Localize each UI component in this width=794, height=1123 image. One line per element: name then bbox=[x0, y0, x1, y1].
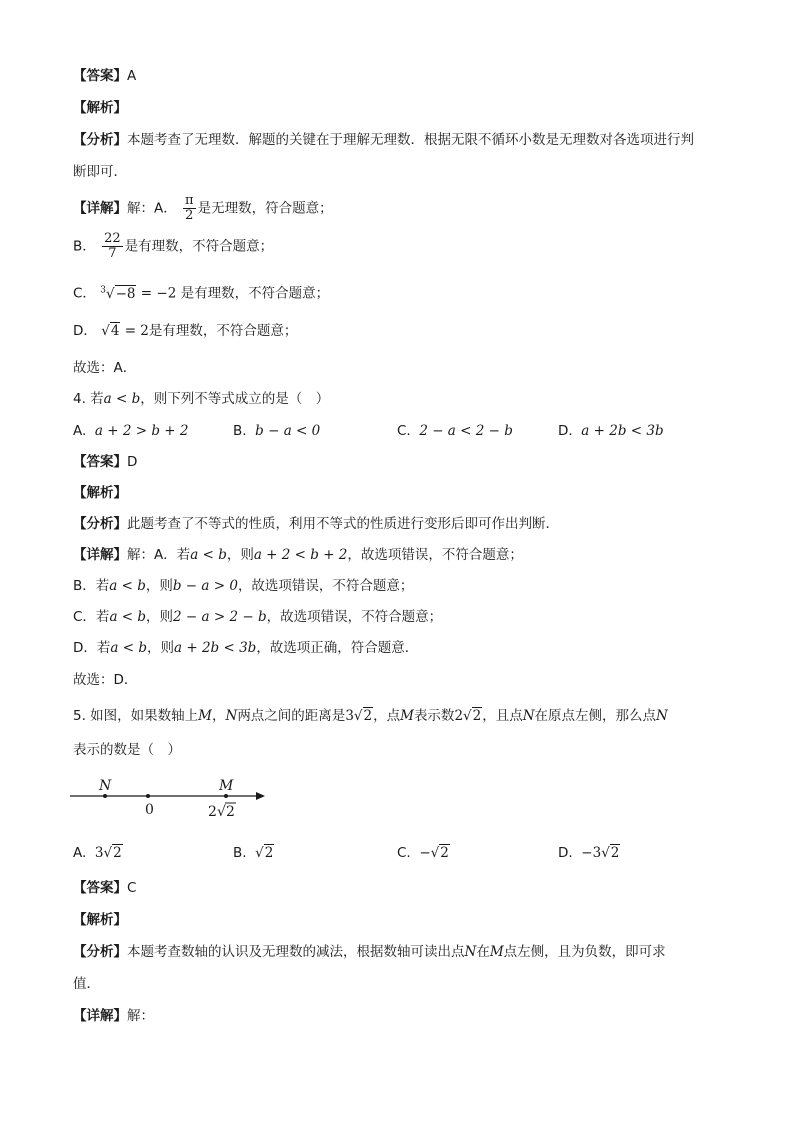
radicand: −8 bbox=[115, 285, 136, 302]
label-m-coef: 2 bbox=[208, 804, 217, 820]
detail-mid: ，则 bbox=[226, 547, 254, 563]
label-m-root-sign: √ bbox=[217, 804, 226, 820]
q4-detail-d bbox=[73, 638, 418, 658]
point-n-dot bbox=[103, 794, 107, 798]
detail-prefix: 解：A．若 bbox=[127, 547, 191, 563]
radicand: 2 bbox=[610, 845, 620, 861]
coef: − bbox=[419, 845, 431, 861]
fraction-denominator: 7 bbox=[108, 246, 117, 261]
detail-text: ，故选项错误，不符合题意； bbox=[237, 578, 414, 594]
q3-conclusion bbox=[73, 358, 136, 378]
fenxi-text: 此题考查了不等式的性质，利用不等式的性质进行变形后即可作出判断． bbox=[127, 516, 559, 532]
q5-option-c bbox=[397, 843, 450, 863]
fenxi-text-cont: 值． bbox=[73, 976, 100, 992]
option-expr: a + 2b < 3b bbox=[581, 423, 664, 439]
answer-tag: 【答案】 bbox=[73, 68, 127, 84]
label-zero: 0 bbox=[145, 802, 154, 818]
answer-value: A bbox=[127, 68, 137, 84]
point-n: N bbox=[522, 708, 535, 724]
stem-prefix: 4. 若 bbox=[73, 391, 104, 407]
detail-c-text: 是有理数，不符合题意； bbox=[180, 285, 330, 302]
detail-text: ，故选项错误，不符合题意； bbox=[347, 547, 523, 563]
option-label: B. bbox=[233, 423, 247, 439]
detail-cond: a < b bbox=[109, 609, 147, 625]
detail-mid: ，则 bbox=[145, 578, 173, 594]
fenxi-text: 本题考查了无理数．解题的关键在于理解无理数．根据无限不循环小数是无理数对各选项进行判 bbox=[127, 132, 694, 148]
radicand: 2 bbox=[440, 845, 449, 861]
option-label: D. bbox=[558, 845, 573, 861]
detail-expr: a + 2 < b + 2 bbox=[253, 547, 348, 563]
detail-text: ，故选项正确，符合题意． bbox=[256, 640, 419, 656]
detail-expr: 2 − a > 2 − b bbox=[173, 609, 267, 625]
origin-dot bbox=[146, 794, 150, 798]
point-n: N bbox=[656, 708, 668, 724]
option-value: 3√2 bbox=[94, 845, 122, 861]
option-label: C. bbox=[397, 423, 411, 439]
radicand: 2 bbox=[264, 845, 274, 861]
cube-root: $^3$√−8 bbox=[100, 285, 136, 302]
q3-fenxi-line2 bbox=[73, 162, 127, 182]
fenxi-text: 在 bbox=[476, 944, 490, 960]
fenxi-text: 本题考查数轴的认识及无理数的减法，根据数轴可读出点 bbox=[127, 944, 465, 960]
q5-option-a bbox=[73, 843, 123, 863]
fenxi-tag: 【分析】 bbox=[73, 516, 127, 532]
detail-b-text: 是有理数，不符合题意； bbox=[124, 238, 274, 255]
coef: 3 bbox=[94, 845, 104, 861]
q3-detail-d bbox=[73, 321, 297, 341]
stem-text: 两点之间的距离是 bbox=[237, 708, 346, 724]
point-m-dot bbox=[224, 794, 228, 798]
fraction-denominator: 2 bbox=[185, 208, 194, 223]
detail-text: ，故选项错误，不符合题意； bbox=[266, 609, 443, 625]
detail-a-prefix: 解：A． bbox=[127, 200, 177, 217]
detail-expr: b − a > 0 bbox=[172, 578, 238, 594]
label-n: N bbox=[99, 778, 112, 794]
option-value: −√2 bbox=[419, 845, 449, 861]
q3-detail-b bbox=[73, 232, 273, 261]
q4-analysis-tag bbox=[73, 483, 127, 503]
label-m: M bbox=[219, 778, 234, 794]
label-m-rad: 2 bbox=[226, 804, 235, 820]
option-expr: b − a < 0 bbox=[255, 423, 321, 439]
detail-c-prefix: C． bbox=[73, 285, 96, 302]
fraction-pi-over-2 bbox=[183, 194, 196, 223]
arrow-head-icon bbox=[256, 792, 265, 800]
detail-prefix: C．若 bbox=[73, 609, 110, 625]
detail-cond: a < b bbox=[109, 578, 146, 594]
stem-text: 表示数 bbox=[413, 708, 455, 724]
detail-cond: a < b bbox=[110, 640, 147, 656]
q5-analysis-tag bbox=[73, 910, 127, 930]
option-label: C. bbox=[397, 845, 411, 861]
detail-a-text: 是无理数，符合题意； bbox=[197, 200, 333, 217]
q3-answer-line bbox=[73, 66, 136, 86]
q4-answer-line bbox=[73, 452, 137, 472]
number-line-figure bbox=[68, 774, 278, 824]
fenxi-tag: 【分析】 bbox=[73, 132, 127, 148]
q4-stem bbox=[73, 389, 329, 409]
stem-text: 表示的数是（ ） bbox=[73, 742, 181, 758]
q5-fenxi-line1 bbox=[73, 942, 666, 962]
point-m: M bbox=[198, 708, 212, 724]
q4-detail-c bbox=[73, 607, 442, 627]
conclusion-text: 故选：D． bbox=[73, 672, 138, 688]
q4-detail-b bbox=[73, 576, 413, 596]
point-m: M bbox=[400, 708, 414, 724]
detail-d-text: 是有理数，不符合题意； bbox=[148, 323, 298, 339]
q5-fenxi-line2 bbox=[73, 974, 100, 994]
distance-value: 3√2 bbox=[345, 708, 373, 724]
option-label: B. bbox=[233, 845, 247, 861]
analysis-tag: 【解析】 bbox=[73, 100, 127, 116]
answer-tag: 【答案】 bbox=[73, 880, 127, 896]
fenxi-text: 点左侧，且为负数，即可求 bbox=[503, 944, 666, 960]
fenxi-text-cont: 断即可． bbox=[73, 164, 127, 180]
detail-d-prefix: D． bbox=[73, 323, 97, 339]
answer-value: D bbox=[127, 454, 138, 470]
analysis-tag: 【解析】 bbox=[73, 485, 127, 501]
detail-cond: a < b bbox=[190, 547, 227, 563]
q4-conclusion bbox=[73, 670, 137, 690]
square-root: √4 bbox=[101, 323, 120, 339]
q4-option-c bbox=[397, 421, 513, 441]
coef: 2 bbox=[454, 708, 464, 724]
conclusion-text: 故选：A． bbox=[73, 360, 137, 376]
radicand: 2 bbox=[363, 708, 373, 724]
stem-text: ， bbox=[212, 708, 226, 724]
equation-rhs: = −2 bbox=[140, 285, 177, 302]
detail-prefix: D．若 bbox=[73, 640, 111, 656]
option-expr: 2 − a < 2 − b bbox=[419, 423, 513, 439]
detail-text: 解： bbox=[127, 1008, 154, 1024]
q4-fenxi bbox=[73, 514, 559, 534]
q5-detail bbox=[73, 1006, 154, 1026]
q4-option-b bbox=[233, 421, 320, 441]
option-label: A. bbox=[73, 423, 87, 439]
stem-suffix: ，则下列不等式成立的是（ ） bbox=[140, 391, 330, 407]
q5-option-b bbox=[233, 843, 274, 863]
point-m: M bbox=[489, 944, 504, 960]
answer-value: C bbox=[127, 880, 137, 896]
q3-detail-c bbox=[73, 280, 329, 304]
q4-detail-a bbox=[73, 545, 523, 565]
fraction-22-over-7 bbox=[102, 232, 123, 261]
q5-stem-line1 bbox=[73, 706, 668, 726]
fraction-numerator: 22 bbox=[104, 231, 121, 246]
detail-expr: a + 2b < 3b bbox=[174, 640, 257, 656]
detail-b-prefix: B． bbox=[73, 238, 96, 255]
m-value: 2√2 bbox=[454, 708, 482, 724]
q3-analysis-tag bbox=[73, 98, 127, 118]
radicand: 2 bbox=[472, 708, 482, 724]
point-n: N bbox=[225, 708, 238, 724]
coef: 3 bbox=[345, 708, 354, 724]
stem-text: ，且点 bbox=[482, 708, 523, 724]
analysis-tag: 【解析】 bbox=[73, 912, 127, 928]
point-n: N bbox=[464, 944, 477, 960]
stem-text: 在原点左侧，那么点 bbox=[534, 708, 657, 724]
coef: −3 bbox=[581, 845, 602, 861]
option-label: D. bbox=[558, 423, 573, 439]
radicand: 4 bbox=[110, 323, 120, 339]
q5-answer-line bbox=[73, 878, 136, 898]
q4-option-a bbox=[73, 421, 188, 441]
equation-rhs: = 2 bbox=[124, 323, 149, 339]
detail-tag: 【详解】 bbox=[73, 547, 127, 563]
detail-tag: 【详解】 bbox=[73, 1008, 127, 1024]
option-value: √2 bbox=[255, 845, 274, 861]
q5-stem-line2 bbox=[73, 740, 181, 760]
answer-tag: 【答案】 bbox=[73, 454, 127, 470]
stem-math: a < b bbox=[103, 391, 141, 407]
option-label: A. bbox=[73, 845, 87, 861]
q3-fenxi-line1 bbox=[73, 130, 694, 150]
q5-option-d bbox=[558, 843, 620, 863]
fraction-numerator: π bbox=[185, 193, 194, 208]
stem-text: 5. 如图，如果数轴上 bbox=[73, 708, 199, 724]
detail-prefix: B．若 bbox=[73, 578, 110, 594]
fenxi-tag: 【分析】 bbox=[73, 944, 127, 960]
option-expr: a + 2 > b + 2 bbox=[94, 423, 189, 439]
detail-mid: ，则 bbox=[146, 609, 174, 625]
root-index: 3 bbox=[100, 285, 106, 295]
q4-option-d bbox=[558, 421, 664, 441]
detail-tag: 【详解】 bbox=[73, 200, 127, 217]
option-value: −3√2 bbox=[581, 845, 620, 861]
radicand: 2 bbox=[113, 845, 122, 861]
q3-detail-a bbox=[73, 194, 333, 223]
stem-text: ，点 bbox=[373, 708, 401, 724]
detail-mid: ，则 bbox=[147, 640, 174, 656]
